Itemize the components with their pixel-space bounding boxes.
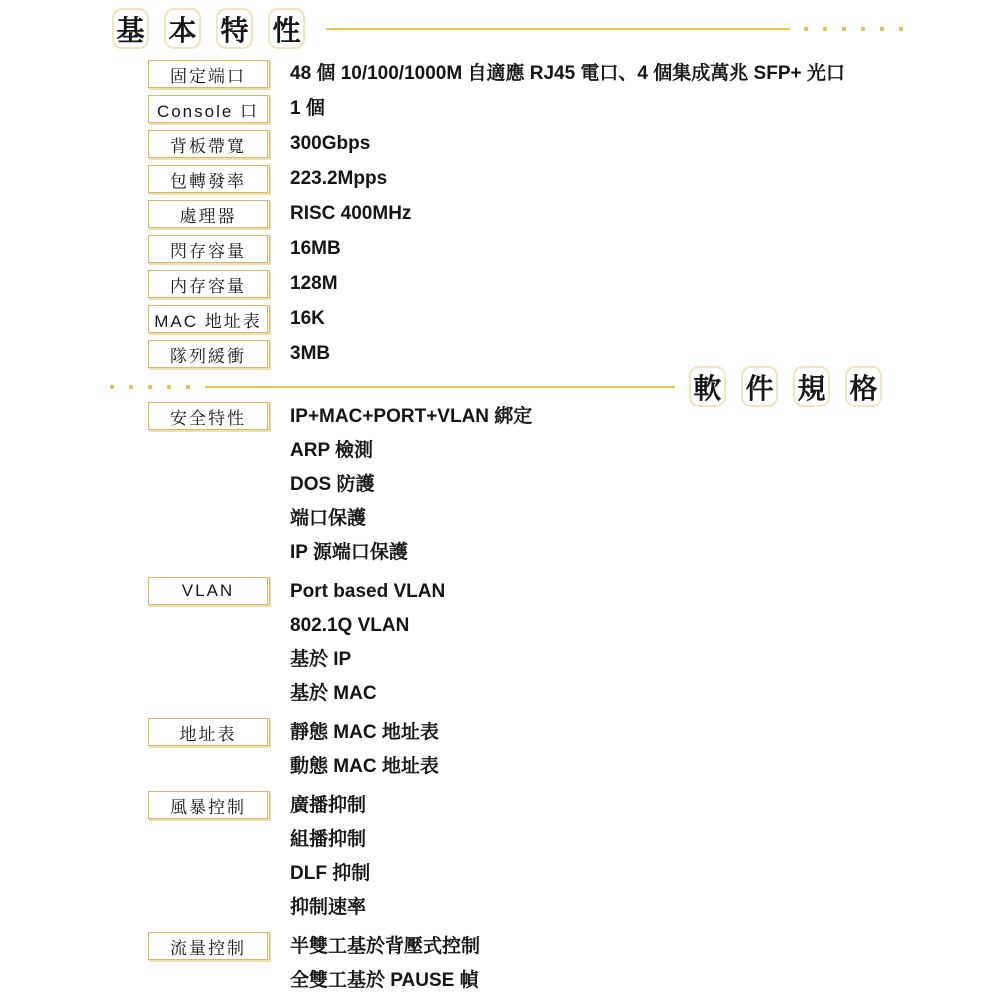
spec-value: IP+MAC+PORT+VLAN 綁定 [290, 406, 533, 427]
spec-label-box [148, 791, 270, 819]
spec-values [290, 130, 370, 158]
spec-label: 地址表 [179, 724, 237, 744]
spec-value: 動態 MAC 地址表 [290, 756, 439, 777]
spec-value: 3MB [290, 343, 331, 364]
spec-row [148, 930, 532, 998]
spec-label: 風暴控制 [170, 797, 246, 817]
divider-dot [148, 385, 152, 389]
divider-dot [167, 385, 171, 389]
spec-label: 背板帶寬 [170, 136, 246, 156]
spec-value: IP 源端口保護 [290, 542, 408, 563]
spec-label: 處理器 [179, 206, 237, 226]
divider-line [205, 386, 675, 388]
title-char: 性 [272, 14, 301, 46]
spec-label-box [148, 235, 270, 263]
basic-section-title [112, 8, 305, 49]
spec-values [290, 60, 845, 88]
spec-values [290, 575, 445, 711]
spec-values [290, 400, 532, 570]
spec-label: 包轉發率 [170, 171, 246, 191]
basic-spec-table [148, 60, 845, 375]
title-char-box [164, 8, 201, 49]
spec-value: 抑制速率 [290, 897, 367, 918]
spec-value: RISC 400MHz [290, 203, 412, 224]
spec-label-box [148, 95, 270, 123]
spec-row [148, 575, 532, 711]
divider-dots [804, 27, 903, 31]
spec-values [290, 305, 325, 333]
title-char: 特 [220, 14, 249, 46]
spec-row [148, 200, 845, 228]
spec-label-box [148, 200, 270, 228]
divider-line [326, 28, 790, 30]
spec-value: ARP 檢測 [290, 440, 374, 461]
spec-label-box [148, 932, 270, 960]
spec-value: 223.2Mpps [290, 168, 388, 189]
spec-label-box [148, 402, 270, 430]
spec-value: Port based VLAN [290, 581, 446, 602]
spec-value: 基於 MAC [290, 683, 377, 704]
spec-value: 128M [290, 273, 338, 294]
title-char: 基 [116, 14, 145, 46]
spec-label: 流量控制 [170, 938, 246, 958]
title-char-box [845, 366, 882, 407]
spec-values [290, 165, 387, 193]
spec-value: DOS 防護 [290, 474, 375, 495]
spec-values [290, 270, 338, 298]
spec-values [290, 716, 439, 784]
title-char-box [793, 366, 830, 407]
spec-label: Console 口 [156, 101, 260, 121]
spec-value: 全雙工基於 PAUSE 幀 [290, 970, 479, 991]
divider-dot [861, 27, 865, 31]
spec-label-box [148, 718, 270, 746]
title-char-box [112, 8, 149, 49]
spec-value: 半雙工基於背壓式控制 [290, 936, 481, 957]
spec-row [148, 340, 845, 368]
spec-label-box [148, 60, 270, 88]
spec-row [148, 235, 845, 263]
spec-row [148, 95, 845, 123]
spec-values [290, 340, 330, 368]
spec-values [290, 200, 411, 228]
spec-value: 端口保護 [290, 508, 367, 529]
spec-label-box [148, 340, 270, 368]
spec-label: VLAN [181, 581, 235, 600]
spec-value: 16MB [290, 238, 341, 259]
basic-section-header [112, 8, 903, 49]
divider-dot [129, 385, 133, 389]
divider-dot [110, 385, 114, 389]
spec-row [148, 305, 845, 333]
spec-values [290, 930, 480, 998]
spec-values [290, 235, 341, 263]
spec-value: 基於 IP [290, 649, 352, 670]
spec-row [148, 270, 845, 298]
spec-value: 300Gbps [290, 133, 371, 154]
spec-label-box [148, 577, 270, 605]
spec-label: 内存容量 [170, 276, 246, 296]
spec-value: DLF 抑制 [290, 863, 371, 884]
spec-label-box [148, 165, 270, 193]
title-char-box [268, 8, 305, 49]
divider-dot [186, 385, 190, 389]
spec-label: MAC 地址表 [154, 311, 262, 331]
title-char-box [741, 366, 778, 407]
spec-label-box [148, 130, 270, 158]
spec-label-box [148, 270, 270, 298]
spec-value: 靜態 MAC 地址表 [290, 722, 439, 743]
spec-label: 隊列緩衝 [170, 346, 246, 366]
title-char-box [689, 366, 726, 407]
spec-row [148, 716, 532, 784]
divider-dot [823, 27, 827, 31]
spec-row [148, 60, 845, 88]
spec-row [148, 165, 845, 193]
title-char: 本 [168, 14, 197, 46]
title-char: 軟 [693, 372, 722, 404]
spec-label-box [148, 305, 270, 333]
spec-row [148, 400, 532, 570]
software-spec-table [148, 400, 532, 1003]
divider-dot [880, 27, 884, 31]
spec-value: 802.1Q VLAN [290, 615, 410, 636]
divider-dot [899, 27, 903, 31]
spec-row [148, 130, 845, 158]
software-section-title [689, 366, 882, 407]
title-char-box [216, 8, 253, 49]
spec-value: 48 個 10/100/1000M 自適應 RJ45 電口、4 個集成萬兆 SFP+ 光口 [290, 63, 845, 84]
spec-value: 廣播抑制 [290, 795, 367, 816]
spec-value: 16K [290, 308, 325, 329]
divider-dot [804, 27, 808, 31]
spec-value: 1 個 [290, 98, 325, 119]
spec-value: 組播抑制 [290, 829, 367, 850]
spec-values [290, 789, 370, 925]
title-char: 件 [745, 372, 774, 404]
title-char: 格 [849, 372, 878, 404]
divider-dot [842, 27, 846, 31]
title-char: 規 [797, 372, 826, 404]
divider-dots [110, 385, 190, 389]
spec-label: 固定端口 [170, 66, 246, 86]
spec-label: 安全特性 [170, 408, 246, 428]
spec-values [290, 95, 325, 123]
spec-row [148, 789, 532, 925]
spec-label: 閃存容量 [170, 241, 246, 261]
